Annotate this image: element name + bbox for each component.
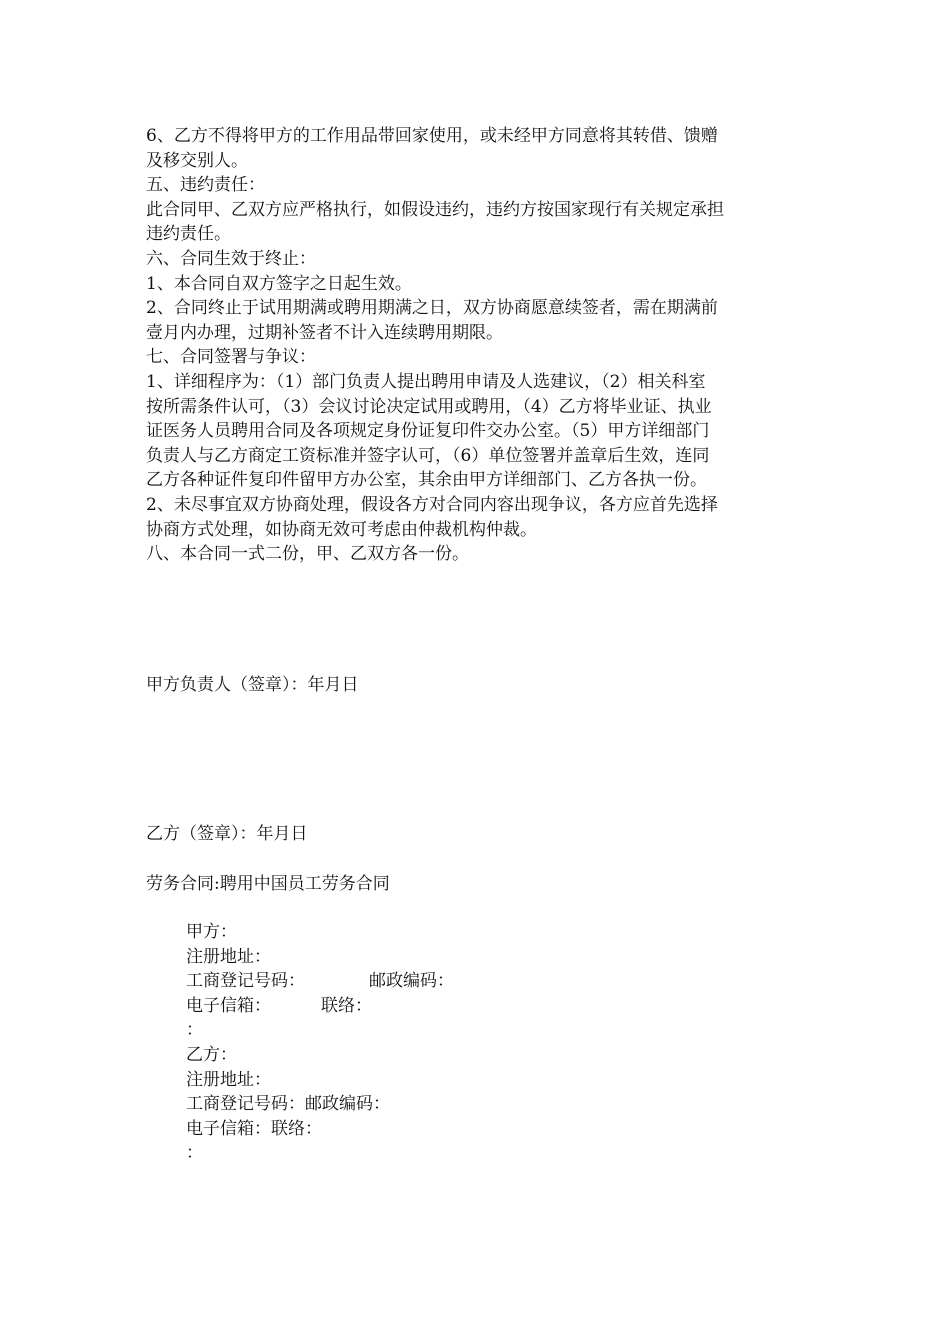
party-b-signature: 乙方（签章）：年月日 — [146, 824, 308, 844]
party-info-form — [186, 920, 686, 1166]
party-a-address: 注册地址： — [186, 946, 271, 967]
body-line: 负责人与乙方商定工资标准并签字认可，（6）单位签署并盖章后生效，连同 — [146, 445, 710, 466]
party-a-colon: ： — [186, 1020, 203, 1041]
body-line: 2、未尽事宜双方协商处理，假设各方对合同内容出现争议，各方应首先选择 — [146, 494, 718, 515]
section-heading: 七、合同签署与争议： — [146, 347, 316, 368]
section-heading: 六、合同生效于终止： — [146, 248, 316, 269]
document-title: 劳务合同:聘用中国员工劳务合同 — [146, 874, 390, 894]
body-line: 2、合同终止于试用期满或聘用期满之日，双方协商愿意续签者，需在期满前 — [146, 298, 718, 319]
party-b-colon: ： — [186, 1143, 203, 1164]
body-line: 证医务人员聘用合同及各项规定身份证复印件交办公室。（5）甲方详细部门 — [146, 421, 710, 442]
body-line: 乙方各种证件复印件留甲方办公室，其余由甲方详细部门、乙方各执一份。 — [146, 470, 707, 491]
party-a-signature: 甲方负责人（签章）：年月日 — [146, 675, 359, 695]
body-line: 协商方式处理，如协商无效可考虑由仲裁机构仲裁。 — [146, 519, 537, 540]
party-b-reg-row: 工商登记号码：邮政编码： — [186, 1094, 390, 1115]
party-a-reg-no: 工商登记号码： — [186, 971, 305, 992]
body-line: 违约责任。 — [146, 224, 231, 245]
party-b-label: 乙方： — [186, 1044, 237, 1065]
party-a-postcode: 邮政编码： — [369, 971, 454, 992]
party-a-email: 电子信箱： — [186, 995, 271, 1016]
body-line: 按所需条件认可，（3）会议讨论决定试用或聘用，（4）乙方将毕业证、执业 — [146, 396, 712, 417]
body-line: 壹月内办理，过期补签者不计入连续聘用期限。 — [146, 322, 503, 343]
body-line: 及移交别人。 — [146, 150, 248, 171]
body-line: 6、乙方不得将甲方的工作用品带回家使用，或未经甲方同意将其转借、馈赠 — [146, 126, 718, 146]
section-heading: 五、违约责任： — [146, 175, 265, 196]
party-b-contact-row: 电子信箱：联络： — [186, 1118, 322, 1139]
body-line: 1、详细程序为：（1）部门负责人提出聘用申请及人选建议，（2）相关科室 — [146, 371, 706, 392]
party-a-contact-row — [186, 994, 686, 1019]
party-a-contact: 联络： — [321, 995, 372, 1016]
contract-body — [146, 124, 806, 567]
party-a-reg-row — [186, 969, 686, 994]
body-line: 此合同甲、乙双方应严格执行，如假设违约，违约方按国家现行有关规定承担 — [146, 199, 724, 220]
section-heading: 八、本合同一式二份，甲、乙双方各一份。 — [146, 544, 469, 565]
party-b-address: 注册地址： — [186, 1069, 271, 1090]
body-line: 1、本合同自双方签字之日起生效。 — [146, 273, 412, 294]
party-a-label: 甲方： — [186, 922, 237, 942]
